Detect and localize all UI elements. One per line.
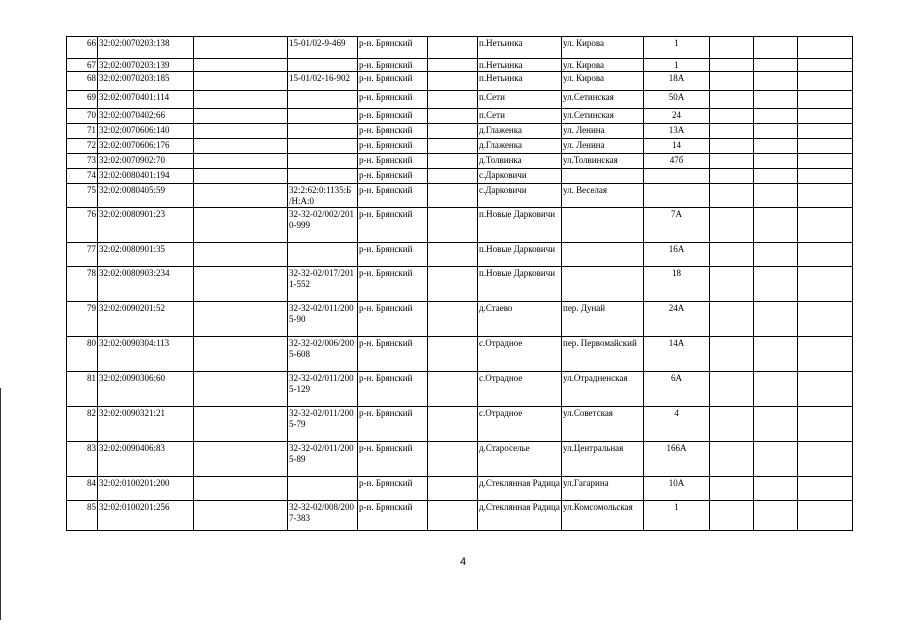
empty-cell xyxy=(754,59,798,72)
registration-number xyxy=(288,91,358,109)
empty-cell xyxy=(754,267,798,302)
house-number xyxy=(644,169,710,184)
row-number: 76 xyxy=(67,208,98,243)
empty-cell xyxy=(194,154,288,169)
district: р-н. Брянский xyxy=(358,109,428,124)
empty-cell xyxy=(798,72,853,91)
cadastral-number: 32:02:0080901:35 xyxy=(98,243,194,267)
row-number: 83 xyxy=(67,442,98,477)
empty-cell xyxy=(194,72,288,91)
empty-cell xyxy=(194,184,288,208)
street: ул.Толвинская xyxy=(562,154,644,169)
street xyxy=(562,169,644,184)
empty-cell xyxy=(710,184,754,208)
cadastral-number: 32:02:0090201:52 xyxy=(98,302,194,337)
empty-cell xyxy=(710,372,754,407)
locality: с.Отрадное xyxy=(478,372,562,407)
row-number: 81 xyxy=(67,372,98,407)
row-number: 82 xyxy=(67,407,98,442)
table-row xyxy=(67,184,853,208)
table-row xyxy=(67,208,853,243)
empty-cell xyxy=(754,442,798,477)
row-number: 68 xyxy=(67,72,98,91)
empty-cell xyxy=(428,184,478,208)
cadastral-number: 32:02:0070401:114 xyxy=(98,91,194,109)
district: р-н. Брянский xyxy=(358,267,428,302)
registration-number xyxy=(288,59,358,72)
empty-cell xyxy=(798,154,853,169)
empty-cell xyxy=(754,139,798,154)
row-number: 84 xyxy=(67,477,98,501)
empty-cell xyxy=(798,124,853,139)
empty-cell xyxy=(710,302,754,337)
empty-cell xyxy=(428,302,478,337)
empty-cell xyxy=(798,169,853,184)
row-number: 77 xyxy=(67,243,98,267)
empty-cell xyxy=(428,442,478,477)
table-row xyxy=(67,372,853,407)
empty-cell xyxy=(428,91,478,109)
row-number: 85 xyxy=(67,501,98,531)
table-row xyxy=(67,442,853,477)
registration-number: 32-32-02/008/2007-383 xyxy=(288,501,358,531)
empty-cell xyxy=(798,442,853,477)
empty-cell xyxy=(710,72,754,91)
empty-cell xyxy=(194,267,288,302)
cadastral-number: 32:02:0080405:59 xyxy=(98,184,194,208)
table-row xyxy=(67,109,853,124)
district: р-н. Брянский xyxy=(358,154,428,169)
cadastral-number: 32:02:0070203:138 xyxy=(98,37,194,59)
table-row xyxy=(67,124,853,139)
house-number: 14А xyxy=(644,337,710,372)
empty-cell xyxy=(710,59,754,72)
empty-cell xyxy=(710,91,754,109)
empty-cell xyxy=(428,169,478,184)
cadastral-number: 32:02:0070402:66 xyxy=(98,109,194,124)
street: ул. Веселая xyxy=(562,184,644,208)
cadastral-number: 32:02:0100201:256 xyxy=(98,501,194,531)
district: р-н. Брянский xyxy=(358,124,428,139)
house-number: 1 xyxy=(644,37,710,59)
house-number: 18А xyxy=(644,72,710,91)
registration-number: 15-01/02-9-469 xyxy=(288,37,358,59)
cadastral-number: 32:02:0100201:200 xyxy=(98,477,194,501)
empty-cell xyxy=(428,501,478,531)
empty-cell xyxy=(754,243,798,267)
street: пер. Первомайский xyxy=(562,337,644,372)
table-row xyxy=(67,37,853,59)
locality: п.Новые Дарковичи xyxy=(478,243,562,267)
registration-number: 32:2:62:0:1135:Б /Н:А:0 xyxy=(288,184,358,208)
registration-number: 32-32-02/011/2005-89 xyxy=(288,442,358,477)
registration-number: 32-32-02/002/2010-999 xyxy=(288,208,358,243)
table-row xyxy=(67,337,853,372)
street: ул.Комсомольская xyxy=(562,501,644,531)
row-number: 72 xyxy=(67,139,98,154)
locality: с.Отрадное xyxy=(478,337,562,372)
district: р-н. Брянский xyxy=(358,169,428,184)
empty-cell xyxy=(710,109,754,124)
locality: п.Сети xyxy=(478,91,562,109)
empty-cell xyxy=(710,243,754,267)
table-row xyxy=(67,267,853,302)
house-number: 18 xyxy=(644,267,710,302)
locality: с.Дарковичи xyxy=(478,169,562,184)
house-number: 47б xyxy=(644,154,710,169)
empty-cell xyxy=(754,169,798,184)
house-number: 4 xyxy=(644,407,710,442)
locality: п.Нетьинка xyxy=(478,59,562,72)
registration-number: 32-32-02/006/2005-608 xyxy=(288,337,358,372)
cadastral-number: 32:02:0090406:83 xyxy=(98,442,194,477)
house-number: 1 xyxy=(644,59,710,72)
empty-cell xyxy=(194,372,288,407)
empty-cell xyxy=(194,501,288,531)
registration-number: 32-32-02/011/2005-79 xyxy=(288,407,358,442)
page-number: 4 xyxy=(460,556,467,568)
house-number: 7А xyxy=(644,208,710,243)
registration-number xyxy=(288,124,358,139)
empty-cell xyxy=(428,208,478,243)
empty-cell xyxy=(710,139,754,154)
empty-cell xyxy=(754,124,798,139)
locality: д.Стеклянная Радица xyxy=(478,501,562,531)
empty-cell xyxy=(798,109,853,124)
street: ул. Ленина xyxy=(562,139,644,154)
locality: д.Староселье xyxy=(478,442,562,477)
cadastral-number: 32:02:0070203:139 xyxy=(98,59,194,72)
empty-cell xyxy=(194,243,288,267)
row-number: 80 xyxy=(67,337,98,372)
row-number: 69 xyxy=(67,91,98,109)
registration-number xyxy=(288,139,358,154)
empty-cell xyxy=(428,477,478,501)
empty-cell xyxy=(710,37,754,59)
street: ул.Отрадненская xyxy=(562,372,644,407)
district: р-н. Брянский xyxy=(358,407,428,442)
table-row xyxy=(67,302,853,337)
district: р-н. Брянский xyxy=(358,442,428,477)
locality: п.Сети xyxy=(478,109,562,124)
empty-cell xyxy=(428,124,478,139)
empty-cell xyxy=(798,372,853,407)
house-number: 6А xyxy=(644,372,710,407)
empty-cell xyxy=(194,208,288,243)
house-number: 10А xyxy=(644,477,710,501)
page-edge-line xyxy=(0,388,1,620)
empty-cell xyxy=(194,477,288,501)
empty-cell xyxy=(710,477,754,501)
empty-cell xyxy=(798,37,853,59)
locality: д.Глаженка xyxy=(478,139,562,154)
district: р-н. Брянский xyxy=(358,477,428,501)
empty-cell xyxy=(754,501,798,531)
table-row xyxy=(67,154,853,169)
property-registry-table xyxy=(66,36,853,531)
cadastral-number: 32:02:0080901:23 xyxy=(98,208,194,243)
empty-cell xyxy=(754,72,798,91)
empty-cell xyxy=(428,72,478,91)
cadastral-number: 32:02:0070902:70 xyxy=(98,154,194,169)
locality: д.Стеклянная Радица xyxy=(478,477,562,501)
empty-cell xyxy=(710,169,754,184)
empty-cell xyxy=(798,91,853,109)
empty-cell xyxy=(710,501,754,531)
district: р-н. Брянский xyxy=(358,501,428,531)
empty-cell xyxy=(194,302,288,337)
cadastral-number: 32:02:0080903:234 xyxy=(98,267,194,302)
district: р-н. Брянский xyxy=(358,91,428,109)
district: р-н. Брянский xyxy=(358,59,428,72)
empty-cell xyxy=(754,37,798,59)
empty-cell xyxy=(754,208,798,243)
empty-cell xyxy=(710,267,754,302)
empty-cell xyxy=(428,337,478,372)
registration-number xyxy=(288,243,358,267)
street: ул.Сетинская xyxy=(562,91,644,109)
table-row xyxy=(67,407,853,442)
empty-cell xyxy=(428,139,478,154)
empty-cell xyxy=(798,302,853,337)
empty-cell xyxy=(428,59,478,72)
empty-cell xyxy=(798,243,853,267)
locality: п.Новые Дарковичи xyxy=(478,208,562,243)
empty-cell xyxy=(798,337,853,372)
district: р-н. Брянский xyxy=(358,243,428,267)
empty-cell xyxy=(194,169,288,184)
street: ул. Ленина xyxy=(562,124,644,139)
district: р-н. Брянский xyxy=(358,37,428,59)
locality: д.Глаженка xyxy=(478,124,562,139)
empty-cell xyxy=(710,337,754,372)
street xyxy=(562,267,644,302)
empty-cell xyxy=(194,59,288,72)
empty-cell xyxy=(754,184,798,208)
house-number: 16А xyxy=(644,243,710,267)
district: р-н. Брянский xyxy=(358,337,428,372)
locality: д.Толвинка xyxy=(478,154,562,169)
registration-number xyxy=(288,477,358,501)
house-number xyxy=(644,184,710,208)
empty-cell xyxy=(754,91,798,109)
empty-cell xyxy=(428,154,478,169)
locality: п.Нетьинка xyxy=(478,37,562,59)
empty-cell xyxy=(194,337,288,372)
empty-cell xyxy=(428,372,478,407)
cadastral-number: 32:02:0070606:140 xyxy=(98,124,194,139)
registration-number: 32-32-02/011/2005-129 xyxy=(288,372,358,407)
street: ул.Гагарина xyxy=(562,477,644,501)
district: р-н. Брянский xyxy=(358,302,428,337)
empty-cell xyxy=(194,37,288,59)
empty-cell xyxy=(754,337,798,372)
row-number: 78 xyxy=(67,267,98,302)
cadastral-number: 32:02:0070203:185 xyxy=(98,72,194,91)
empty-cell xyxy=(710,208,754,243)
street: ул.Сетинская xyxy=(562,109,644,124)
locality: с.Отрадное xyxy=(478,407,562,442)
street xyxy=(562,208,644,243)
empty-cell xyxy=(428,109,478,124)
empty-cell xyxy=(194,442,288,477)
district: р-н. Брянский xyxy=(358,208,428,243)
table-row xyxy=(67,243,853,267)
table-body xyxy=(67,37,853,531)
row-number: 75 xyxy=(67,184,98,208)
table-row xyxy=(67,72,853,91)
row-number: 74 xyxy=(67,169,98,184)
registration-number: 15-01/02-16-902 xyxy=(288,72,358,91)
empty-cell xyxy=(428,407,478,442)
locality: п.Новые Дарковичи xyxy=(478,267,562,302)
cadastral-number: 32:02:0080401:194 xyxy=(98,169,194,184)
empty-cell xyxy=(798,407,853,442)
row-number: 66 xyxy=(67,37,98,59)
empty-cell xyxy=(194,91,288,109)
empty-cell xyxy=(798,59,853,72)
empty-cell xyxy=(754,302,798,337)
empty-cell xyxy=(754,407,798,442)
empty-cell xyxy=(754,154,798,169)
empty-cell xyxy=(710,124,754,139)
empty-cell xyxy=(194,139,288,154)
empty-cell xyxy=(710,407,754,442)
street: ул. Кирова xyxy=(562,59,644,72)
district: р-н. Брянский xyxy=(358,184,428,208)
empty-cell xyxy=(428,37,478,59)
table-row xyxy=(67,91,853,109)
row-number: 71 xyxy=(67,124,98,139)
table-row xyxy=(67,169,853,184)
district: р-н. Брянский xyxy=(358,139,428,154)
locality: п.Нетьинка xyxy=(478,72,562,91)
row-number: 70 xyxy=(67,109,98,124)
house-number: 14 xyxy=(644,139,710,154)
cadastral-number: 32:02:0090304:113 xyxy=(98,337,194,372)
table-row xyxy=(67,501,853,531)
empty-cell xyxy=(194,124,288,139)
house-number: 24А xyxy=(644,302,710,337)
cadastral-number: 32:02:0090321:21 xyxy=(98,407,194,442)
street: ул.Центральная xyxy=(562,442,644,477)
district: р-н. Брянский xyxy=(358,372,428,407)
street: ул. Кирова xyxy=(562,72,644,91)
empty-cell xyxy=(754,372,798,407)
empty-cell xyxy=(798,184,853,208)
house-number: 13А xyxy=(644,124,710,139)
table-row xyxy=(67,477,853,501)
empty-cell xyxy=(798,501,853,531)
district: р-н. Брянский xyxy=(358,72,428,91)
empty-cell xyxy=(798,139,853,154)
house-number: 50А xyxy=(644,91,710,109)
empty-cell xyxy=(194,109,288,124)
registration-number xyxy=(288,169,358,184)
row-number: 73 xyxy=(67,154,98,169)
empty-cell xyxy=(428,243,478,267)
empty-cell xyxy=(798,267,853,302)
row-number: 79 xyxy=(67,302,98,337)
empty-cell xyxy=(754,477,798,501)
registration-number xyxy=(288,154,358,169)
table-row xyxy=(67,139,853,154)
cadastral-number: 32:02:0090306:60 xyxy=(98,372,194,407)
house-number: 1 xyxy=(644,501,710,531)
registration-number: 32-32-02/017/2011-552 xyxy=(288,267,358,302)
empty-cell xyxy=(710,154,754,169)
locality: с.Дарковичи xyxy=(478,184,562,208)
locality: д.Стаево xyxy=(478,302,562,337)
empty-cell xyxy=(798,477,853,501)
cadastral-number: 32:02:0070606:176 xyxy=(98,139,194,154)
street: пер. Дунай xyxy=(562,302,644,337)
empty-cell xyxy=(798,208,853,243)
table-row xyxy=(67,59,853,72)
street: ул.Советская xyxy=(562,407,644,442)
registration-number xyxy=(288,109,358,124)
registration-number: 32-32-02/011/2005-90 xyxy=(288,302,358,337)
house-number: 24 xyxy=(644,109,710,124)
empty-cell xyxy=(710,442,754,477)
street xyxy=(562,243,644,267)
empty-cell xyxy=(428,267,478,302)
empty-cell xyxy=(194,407,288,442)
street: ул. Кирова xyxy=(562,37,644,59)
house-number: 166А xyxy=(644,442,710,477)
row-number: 67 xyxy=(67,59,98,72)
empty-cell xyxy=(754,109,798,124)
